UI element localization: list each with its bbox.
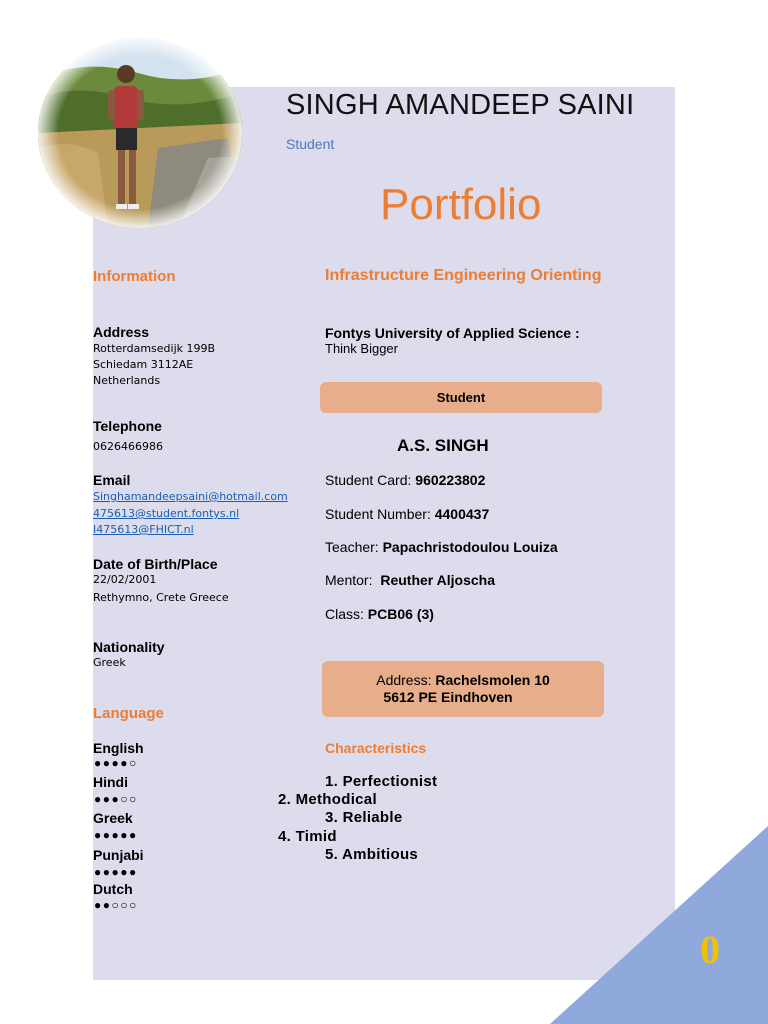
home-address-street: Rachelsmolen 10	[435, 672, 550, 688]
nationality-label: Nationality	[93, 639, 165, 655]
student-number-value: 4400437	[434, 506, 490, 522]
email-label: Email	[93, 472, 131, 488]
language-rating: ●●●●●	[94, 865, 138, 879]
student-name: A.S. SINGH	[397, 436, 489, 455]
class-row	[325, 606, 434, 622]
nationality-value: Greek	[93, 656, 126, 669]
language-name: English	[93, 740, 144, 756]
information-heading: Information	[93, 268, 176, 285]
telephone-value: 0626466986	[93, 440, 163, 453]
address-line-2: Schiedam 3112AE	[93, 358, 194, 371]
home-address-box	[322, 661, 604, 717]
email-link-2[interactable]: 475613@student.fontys.nl	[93, 507, 240, 520]
student-card-label: Student Card:	[325, 472, 412, 488]
characteristic-item: 2. Methodical	[278, 791, 377, 808]
address-label: Address	[93, 324, 150, 340]
role-subtitle: Student	[286, 136, 335, 152]
class-label: Class:	[325, 606, 364, 622]
teacher-value: Papachristodoulou Louiza	[382, 539, 558, 555]
language-name: Dutch	[93, 881, 133, 897]
address-line-3: Netherlands	[93, 374, 161, 387]
language-name: Hindi	[93, 774, 128, 790]
characteristic-item: 4. Timid	[278, 828, 337, 845]
student-badge-label: Student	[436, 390, 486, 405]
mentor-row	[325, 572, 495, 588]
class-value: PCB06 (3)	[367, 606, 434, 622]
characteristic-item: 1. Perfectionist	[325, 773, 438, 790]
university-name: Fontys University of Applied Science :	[325, 325, 580, 341]
mentor-label: Mentor:	[325, 572, 373, 588]
characteristics-heading: Characteristics	[325, 740, 427, 756]
language-rating: ●●●●●	[94, 828, 138, 842]
student-number-row	[325, 506, 489, 522]
university-slogan: Think Bigger	[325, 341, 398, 356]
language-heading: Language	[93, 705, 164, 722]
page-title: Portfolio	[380, 180, 542, 229]
dob-value: 22/02/2001	[93, 573, 157, 586]
full-name: SINGH AMANDEEP SAINI	[286, 89, 635, 121]
home-address-label: Address:	[376, 672, 432, 688]
telephone-label: Telephone	[93, 418, 162, 434]
home-address-city: 5612 PE Eindhoven	[383, 689, 513, 705]
language-rating: ●●●●○	[94, 756, 138, 770]
mentor-value: Reuther Aljoscha	[380, 572, 495, 588]
address-line-1: Rotterdamsedijk 199B	[93, 342, 216, 355]
dob-label: Date of Birth/Place	[93, 556, 218, 572]
characteristic-item: 3. Reliable	[325, 809, 403, 826]
teacher-label: Teacher:	[325, 539, 379, 555]
profile-photo	[38, 38, 242, 228]
student-card-value: 960223802	[415, 472, 486, 488]
language-rating: ●●●○○	[94, 792, 138, 806]
teacher-row	[325, 539, 558, 555]
student-card-row	[325, 472, 485, 488]
language-rating: ●●○○○	[94, 898, 138, 912]
program-heading: Infrastructure Engineering Orienting	[325, 267, 602, 284]
page-number: 0	[700, 927, 720, 972]
student-badge	[320, 382, 602, 413]
email-link-1[interactable]: Singhamandeepsaini@hotmail.com	[93, 490, 288, 503]
student-number-label: Student Number:	[325, 506, 431, 522]
birthplace-value: Rethymno, Crete Greece	[93, 591, 229, 604]
language-name: Greek	[93, 810, 133, 826]
language-name: Punjabi	[93, 847, 144, 863]
characteristic-item: 5. Ambitious	[325, 846, 419, 863]
email-link-3[interactable]: I475613@FHICT.nl	[93, 523, 194, 536]
